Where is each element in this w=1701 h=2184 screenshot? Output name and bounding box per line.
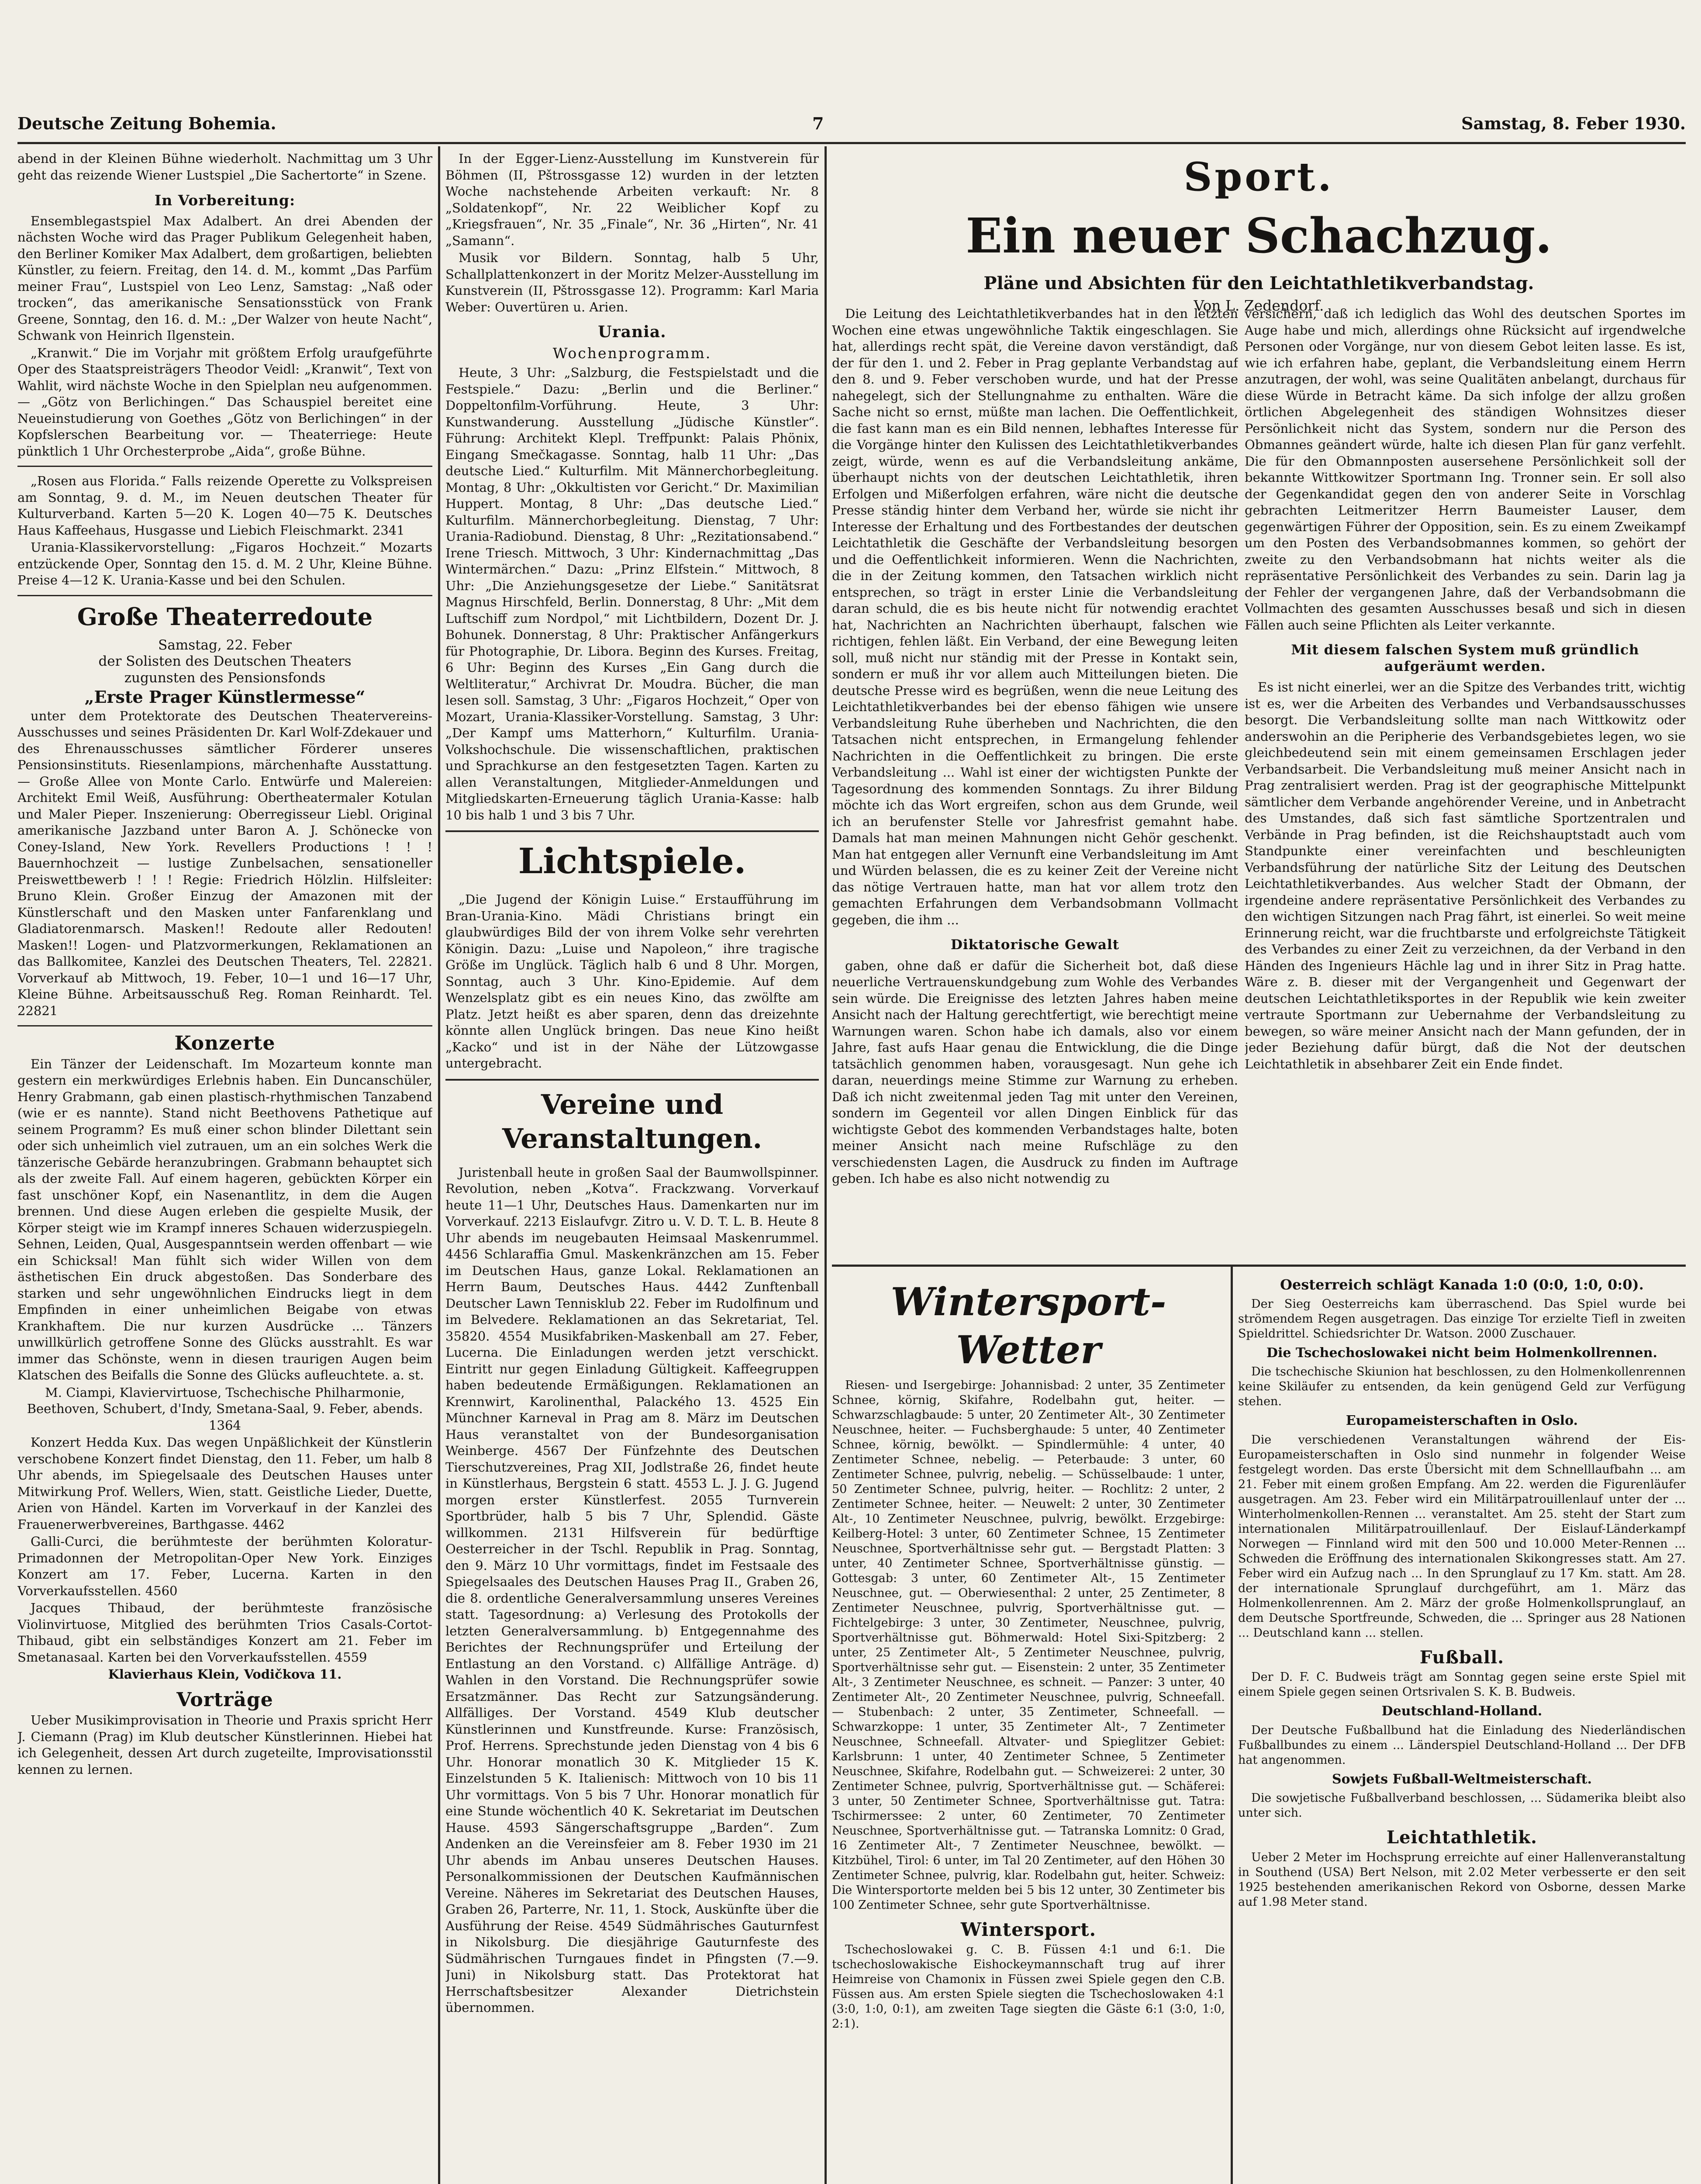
holmenkollen-heading: Die Tschechoslowakei nicht beim Holmenkollrennen.: [1266, 1345, 1657, 1361]
urania-program: Heute, 3 Uhr: „Salzburg, die Festspielstadt und die Festspiele.“ Dazu: „Berlin und die Berliner.“ Doppeltonfilm-Vorführung. Heute, 3 Uhr: Kunstwanderung. Ausstellung „Jüdische Künstler“. Führung: Architekt Klepl. Treffpunkt: Palais Phönix, Eingang Smečkagasse. Sonntag, halb 11 Uhr: „Das deutsche Lied.“ Kulturfilm. Mit Männerchorbegleitung. Montag, 8 Uhr: „Okkultisten vor Gericht.“ Dr. Maximilian Huppert. Montag, 8 Uhr: „Das deutsche Lied.“ Kulturfilm. Männerchorbegleitung. Dienstag, 7 Uhr: Urania-Radiobund. Dienstag, 8 Uhr: „Rezitationsabend.“ Irene Triesch. Mittwoch, 3 Uhr: Kindernachmittag „Das Wintermärchen.“ Dazu: „Prinz Elfstein.“ Mittwoch, 8 Uhr: „Die Anziehungsgesetze der Liebe.“ Sanitätsrat Magnus Hirschfeld, Berlin. Donnerstag, 8 Uhr: „Mit dem Luftschiff zum Nordpol,“ mit Lichtbildern, Dozent Dr. J. Bohunek. Donnerstag, 8 Uhr: Praktischer Anfängerkurs für Photographie, Dr. Libora. Beginn des Kurses. Freitag, 6 Uhr: Beginn des Kurses „Ein Gang durch die Weltliteratur,“ Archivrat Dr. Moudra. Bücher, die man lesen soll. Samstag, 3 Uhr: „Figaros Hochzeit,“ Oper von Mozart, Urania-Klassiker-Vorstellung. Samstag, 3 Uhr: „Der Kampf ums Matterhorn,“ Kulturfilm. Urania-Volkshochschule. Die wissenschaftlichen, praktischen und Sprachkurse an den festgesetzten Tagen. Karten zu allen Veranstaltungen, Mitglieder-Anmeldungen und Mitgliedskarten-Erneuerung täglich Urania-Kasse: halb 10 bis halb 1 und 3 bis 7 Uhr.: [445, 365, 819, 822]
lichtspiele-paragraph: „Die Jugend der Königin Luise.“ Erstaufführung im Bran-Urania-Kino. Mädi Christians bringt ein glaubwürdiges Bild der von ihrem Volke sehr verehrten Königin. Dazu: „Luise und Napoleon,“ ihre tragische Größe im Unglück. Täglich halb 6 und 8 Uhr. Morgen, Sonntag, auch 3 Uhr. Kino-Epidemie. Auf dem Wenzelsplatz gibt es ein neues Kino, das zwölfte am Platz. Jetzt heißt es aber sparen, denn das dreizehnte könnte allen Unglück bringen. Das neue Kino heißt „Kacko“ und ist in der Nähe der Lützowgasse untergebracht.: [445, 892, 819, 1071]
musik-paragraph: Musik vor Bildern. Sonntag, halb 5 Uhr, Schallplattenkonzert in der Moritz Melzer-Ausstellung im Kunstverein (II, Pštrossgasse 12). Programm: Karl Maria Weber: Ouvertüren u. Arien.: [445, 250, 819, 314]
redoute-title: Große Theaterredoute: [77, 602, 373, 631]
sport-author: Von L. Zedendorf.: [1194, 297, 1324, 314]
diktat-paragraph: gaben, ohne daß er dafür die Sicherheit bot, daß diese neuerliche Vertrauenskundgebung zum Wohle des Verbandes sein würde. Die Ereignisse des letzten Jahres haben meine Ansicht nach der Haltung gerechtfertigt, wie berechtigt meine Warnungen waren. Schon habe ich damals, also vor einem Jahre, fast aufs Haar genau die Entwicklung, die die Dinge tatsächlich genommen haben, vorausgesagt. Nun gehe ich daran, neuerdings meine Stimme zur Warnung zu erheben. Daß ich nicht zweitenmal jeden Tag mit unter den Vereinen, sondern im Gegenteil vor allen Dingen Einblick für das wichtigste Gebot des kommenden Verbandstages halte, boten meiner Ansicht nach meine Rufschläge zu den verschiedensten Lagen, die Ausdruck zu finden im Auftrage geben. Ich habe es also nicht notwendig zu: [832, 958, 1238, 1186]
galli-curci-paragraph: Galli-Curci, die berühmteste der berühmten Koloratur-Primadonnen der Metropolitan-Oper New York. Einziges Konzert am 17. Feber, Lucerna. Karten in den Vorverkaufsstellen. 4560: [17, 1534, 432, 1598]
divider: [445, 1079, 819, 1081]
thibaud-paragraph: Jacques Thibaud, der berühmteste französische Violinvirtuose, Mitglied des berühmten Trios Casals-Cortot-Thibaud, gibt ein selbständiges Konzert am 21. Feber im Smetanasaal. Karten bei den Vorverkaufsstellen. 4559: [17, 1600, 432, 1665]
column-2: [445, 151, 819, 2184]
divider: [445, 830, 819, 832]
vorbereitung-heading: In Vorbereitung:: [154, 192, 296, 209]
page-number: 7: [812, 114, 824, 133]
kranwit-paragraph: „Kranwit.“ Die im Vorjahr mit größtem Erfolg uraufgeführte Oper des Staatspreisträgers Theodor Veidl: „Kranwit“, Text von Wahlit, wird nächste Woche in den Spielplan neu aufgenommen. — „Götz von Berlichingen.“ Das Schauspiel bereitet eine Neueinstudierung von Goethes „Götz von Berlichingen“ in der Kopfslerschen Bearbeitung vor. — Theaterriege: Heute pünktlich 1 Uhr Orchesterprobe „Aida“, große Bühne.: [17, 345, 432, 459]
sport-left-paragraph: Die Leitung des Leichtathletikverbandes hat in den letzten Wochen eine etwas ungewöhnliche Taktik eingeschlagen. Sie hat, allerdings recht spät, die Vereine davon verständigt, daß der für den 1. und 2. Feber in Prag geplante Verbandstag auf den 8. und 9. Feber verschoben wurde, und hat der Presse nahegelegt, sich der Stellungnahme zu enthalten. Wäre die Sache nicht so ernst, müßte man lachen. Die Oeffentlichkeit, die fast kann man es ein Bild nennen, lebhaftes Interesse für die Vorgänge hinter den Kulissen des Leichtathletikverbandes zeigt, würde, wenn es auf die Verbandsleitung ankäme, überhaupt nichts von der deutschen Leichtathletik, ihren Erfolgen und Mißerfolgen erfahren, wäre nicht die deutsche Presse ständig hinter dem Verband her, würde sie nicht ihr Interesse der Erhaltung und des Fortbestandes der deutschen Leichtathletik die Geschäfte der Verbandsleitung besorgen und die Oeffentlichkeit informieren. Wenn die Nachrichten, die in der Zeitung kommen, den Tatsachen wirklich nicht entsprechen, so trägt in erster Linie die Verbandsleitung daran schuld, die es bis heute nicht für notwendig erachtet hat, Nachrichten an Nachrichten überhaupt, falschen wie richtigen, fehlen läßt. Ein Verband, der eine Bewegung leiten soll, muß nicht nur ständig mit der Presse in Kontakt sein, sondern er muß ihr vor allem auch Mitteilungen bieten. Die deutsche Presse wird es begrüßen, wenn die neue Leitung des Leichtathletikverbandes bei der ebenso fähigen wie unsere Verbandsleitung Ruhe überheben und Nachrichten, die den Tatsachen nicht entsprechen, in Ermangelung fehlender Nachrichten in die Oeffentlichkeit zu bringen. Die erste Verbandsleitung ... Wahl ist einer der wichtigsten Punkte der Tagesordnung des kommenden Sonntags. Zu ihrer Bildung möchte ich das Wort ergreifen, schon aus dem Grunde, weil ich an berufenster Stelle vor Jahresfrist gemahnt habe. Damals hat man meinen Mahnungen nicht Gehör geschenkt. Man hat entgegen aller Vernunft eine Verbandsleitung im Amt und Würden belassen, die es zu keiner Zeit der Vereine nicht das nötige Vertrauen hatte, man hat vor allem trotz den gemachten Erfahrungen dem Verbandsobmann Vollmacht gegeben, die ihm ...: [832, 306, 1238, 927]
issue-date: Samstag, 8. Feber 1930.: [1461, 114, 1686, 133]
lichtspiele-title: Lichtspiele.: [518, 840, 746, 881]
vortraege-paragraph: Ueber Musikimprovisation in Theorie und Praxis spricht Herr J. Ciemann (Prag) im Klub deutscher Künstlerinnen. Hiebei hat ich Gelegenheit, dessen Art durch zugeteilte, Improvisationsstil kennen zu lernen.: [17, 1713, 432, 1777]
oesterreich-kanada-heading: Oesterreich schlägt Kanada 1:0 (0:0, 1:0, 0:0).: [1280, 1276, 1644, 1293]
winter-weather-report: Riesen- und Isergebirge: Johannisbad: 2 unter, 35 Zentimeter Schnee, körnig, Skifahre, Rodelbahn gut, heiter. — Schwarzschlagbaude: 5 unter, 20 Zentimeter Alt-, 30 Zentimeter Neuschnee, heiter. — Fuchsberghaude: 5 unter, 40 Zentimeter Schnee, körnig, bewölkt. — Spindlermühle: 4 unter, 40 Zentimeter Schnee, nebelig. — Peterbaude: 3 unter, 60 Zentimeter Schnee, pulvrig, nebelig. — Schüsselbaude: 1 unter, 50 Zentimeter Schnee, pulvrig, heiter. — Rochlitz: 2 unter, 2 Zentimeter Schnee, heiter. — Neuwelt: 2 unter, 30 Zentimeter Alt-, 10 Zentimeter Neuschnee, pulvrig, bewölkt. Erzgebirge: Keilberg-Hotel: 3 unter, 60 Zentimeter Schnee, 15 Zentimeter Neuschnee, Sportverhältnisse sehr gut. — Bergstadt Platten: 3 unter, 40 Zentimeter Schnee, Sportverhältnisse günstig. — Gottesgab: 3 unter, 60 Zentimeter Alt-, 15 Zentimeter Neuschnee, gut. — Oberwiesenthal: 2 unter, 25 Zentimeter, 8 Zentimeter Neuschnee, pulvrig, Sportverhältnisse gut. — Fichtelgebirge: 3 unter, 30 Zentimeter, Neuschnee, pulvrig, Sportverhältnisse gut. Böhmerwald: Hotel Sixi-Spitzberg: 2 unter, 25 Zentimeter Alt-, 5 Zentimeter Neuschnee, pulvrig, Sportverhältnisse sehr gut. — Eisenstein: 2 unter, 35 Zentimeter Alt-, 3 Zentimeter Neuschnee, es schneit. — Panzer: 3 unter, 40 Zentimeter Alt-, 20 Zentimeter Neuschnee, pulvrig, Schneefall. — Stubenbach: 2 unter, 35 Zentimeter, Schneefall. — Schwarzkoppe: 1 unter, 35 Zentimeter Alt-, 7 Zentimeter Neuschnee, Schneefall. Altvater- und Spieglitzer Gebiet: Karlsbrunn: 1 unter, 40 Zentimeter Schnee, 5 Zentimeter Neuschnee, Skifahre, Rodelbahn gut. — Schweizerei: 2 unter, 30 Zentimeter Schnee, pulvrig, Sportverhältnisse gut. — Schäferei: 3 unter, 50 Zentimeter Schnee, Sportverhältnisse gut. Tatra: Tschirmerssee: 2 unter, 60 Zentimeter, 70 Zentimeter Neuschnee, Sportverhältnisse gut. — Tatranska Lomnitz: 0 Grad, 16 Zentimeter Alt-, 7 Zentimeter Neuschnee, bewölkt. — Kitzbühel, Tirol: 6 unter, im Tal 20 Zentimeter, auf den Höhen 30 Zentimeter Schnee, pulvrig, klar. Rodelbahn gut, heiter. Schweiz: Die Wintersportorte melden bei 5 bis 12 unter, 30 Zentimeter bis 100 Zentimeter Schnee, sehr gute Sportverhältnisse.: [832, 1379, 1225, 1912]
oslo-paragraph: Die verschiedenen Veranstaltungen während der Eis-Europameisterschaften in Oslo sind nunmehr in folgender Weise festgelegt worden. Das erste Übersicht mit dem Schnelllaufbahn ... am 21. Feber mit einem großen Empfang. Am 22. werden die Figurenläufer ausgetragen. Am 23. Feber wird ein Militärpatrouillenlauf unter der ... Winterholmenkollen-Rennen ... veranstaltet. Am 25. steht der Start zum internationalen Militärpatrouillenlauf. Der Eislauf-Länderkampf Norwegen — Finnland wird mit den 500 und 10.000 Meter-Rennen ... Schweden die Eröffnung des internationalen Skikongresses statt. Am 27. Feber wird ein Aufzug nach ... In den Sprunglauf zu 17 Km. statt. Am 28. der internationale Sprunglauf durchgeführt, am 1. März das Holmenkollenrennen. Am 2. März der große Holmenkollsprunglauf, an dem Deutsche Sportfreunde, Schweden, die ... Springer aus 28 Nationen ... Deutschland kann ... stellen.: [1238, 1433, 1686, 1640]
sport-heading: Sport.: [1183, 154, 1334, 200]
redoute-paragraph: unter dem Protektorate des Deutschen Theatervereins-Ausschusses und seines Präsidenten Dr. Karl Wolf-Zdekauer und des Ehrenausschusses sämtlicher Förderer unseres Pensionsinstituts. Riesenlampions, märchenhafte Ausstattung. — Große Allee von Monte Carlo. Entwürfe und Malereien: Architekt Emil Weiß, Ausführung: Obertheatermaler Kotulan und Maler Pieper. Inszenierung: Oberregisseur Liebl. Original amerikanische Jazzband unter Baron A. J. Schönecke von Coney-Island, New York. Revellers Productions ! ! ! Bauernhochzeit — lustige Zunbelsachen, sensationeller Preiswettbewerb ! ! ! Regie: Friedrich Hölzlin. Hilfsleiter: Bruno Klein. Großer Einzug der Amazonen mit der Künstlerschaft und den Masken unter Fanfarenklang und Gladiatorenmarsch. Masken!! Redoute aller Redouten! Masken!! Logen- und Platzvormerkungen, Reklamationen an das Ballkomitee, Kanzlei des Deutschen Theaters, Tel. 22821. Vorverkauf ab Mittwoch, 19. Feber, 10—1 und 16—17 Uhr, Kleine Bühne. Arbeitsausschuß Reg. Roman Reinhardt. Tel. 22821: [17, 708, 432, 1018]
ciampi-notice: M. Ciampi, Klaviervirtuose, Tschechische Philharmonie, Beethoven, Schubert, d'Indy, Smetana-Saal, 9. Feber, abends. 1364: [27, 1385, 423, 1433]
konzerte-paragraph: Ein Tänzer der Leidenschaft. Im Mozarteum konnte man gestern ein merkwürdiges Erlebnis haben. Ein Duncanschüler, Henry Grabmann, gab einen plastisch-rhythmischen Tanzabend (wie er es nannte). Stand nicht Beethovens Pathetique auf seinem Programm? Es muß einer schon blinder Dilettant sein oder sich unheimlich viel zutrauen, um an ein solches Werk die tänzerische Gebärde heranzubringen. Grabmann behauptet sich als der zweite Fall. Auf einem hageren, gebückten Körper ein fast unschöner Kopf, ein Nasenantlitz, in dem die Augen brennen. Und diese Augen erleben die gespielte Musik, der Körper steigt wie im Krampf inneres Schauen widerzuspiegeln. Sehnen, Leiden, Qual, Ausgespanntsein werden offenbart — wie ein Schicksal! Man fühlt sich wider Willen von dem ästhetischen Ein druck abgestoßen. Das Sonderbare des starken und sehr ungewöhnlichen Eindrucks liegt in dem Empfinden in einer unheimlichen Beigabe von etwas Krankhaftem. Die nur kurzen Ausdrücke ... Tänzers unwillkürlich getroffene Sonne des Glücks ausstrahlt. Es war immer das Schönste, wenn in diesen traurigen Augen beim Klatschen des Beifalls die Sonne des Glücks aufleuchtete. a. st.: [17, 1056, 432, 1382]
divider: [17, 1025, 432, 1026]
sport-subtitle: Pläne und Absichten für den Leichtathletikverbandstag.: [983, 273, 1534, 294]
paper-name: Deutsche Zeitung Bohemia.: [17, 114, 276, 133]
redoute-motto: „Erste Prager Künstlermesse“: [84, 687, 366, 707]
rosen-paragraph: „Rosen aus Florida.“ Falls reizende Operette zu Volkspreisen am Sonntag, 9. d. M., im Neuen deutschen Theater für Kulturverband. Karten 5—20 K. Logen 40—75 K. Deutsches Haus Kaffeehaus, Husgasse und Liebich Fleischmarkt. 2341: [17, 473, 432, 538]
urania-klassiker-paragraph: Urania-Klassikervorstellung: „Figaros Hochzeit.“ Mozarts entzückende Oper, Sonntag den 15. d. M. 2 Uhr, Kleine Bühne. Preise 4—12 K. Urania-Kasse und bei den Schulen.: [17, 540, 432, 587]
sport-divider: [832, 1265, 1686, 1267]
deutschland-holland-heading: Deutschland-Holland.: [1381, 1704, 1542, 1719]
leichtathletik-paragraph: Ueber 2 Meter im Hochsprung erreichte auf einer Hallenveranstaltung in Southend (USA) Bert Nelson, mit 2.02 Meter verbesserte er den seit 1925 bestehenden amerikanischen Rekord von Osborne, dessen Marke auf 1.98 Meter stand.: [1238, 1850, 1686, 1909]
deutschland-holland-paragraph: Der Deutsche Fußballbund hat die Einladung des Niederländischen Fußballbundes zu einem ... Länderspiel Deutschland-Holland ... Der DFB hat angenommen.: [1238, 1723, 1686, 1767]
leichtathletik-heading: Leichtathletik.: [1386, 1827, 1538, 1848]
klavierhaus-notice: Klavierhaus Klein, Vodičkova 11.: [108, 1667, 342, 1682]
column-rule-2: [825, 146, 827, 2184]
falsch-heading: Mit diesem falschen System muß gründlich aufgeräumt werden.: [1291, 642, 1639, 674]
sport-main-title: Ein neuer Schachzug.: [966, 207, 1552, 264]
hedda-kux-paragraph: Konzert Hedda Kux. Das wegen Unpäßlichkeit der Künstlerin verschobene Konzert findet Dienstag, den 11. Feber, um halb 8 Uhr abends, im Spiegelsaale des Deutschen Hauses unter Mitwirkung Prof. Wellers, Wien, statt. Geistliche Lieder, Duette, Arien von Händel. Karten im Vorverkauf in der Kanzlei des Frauenerwerbvereines, Barthgasse. 4462: [17, 1435, 432, 1532]
fussball-paragraph: Der D. F. C. Budweis trägt am Sonntag gegen seine erste Spiel mit einem Spiele gegen seinen Ortsrivalen S. K. B. Budweis.: [1238, 1670, 1686, 1699]
urania-heading: Urania.: [598, 323, 666, 341]
vereine-title: Vereine und Veranstaltungen.: [502, 1088, 763, 1154]
header-rule: [17, 142, 1686, 144]
vereine-paragraph: Juristenball heute in großen Saal der Baumwollspinner. Revolution, neben „Kotva“. Frackzwang. Vorverkauf heute 11—1 Uhr, Deutsches Haus. Damenkarten nur im Vorverkauf. 2213 Eislaufvgr. Zitro u. V. D. T. L. B. Heute 8 Uhr abends im neugebauten Heimsaal Maskenrummel. 4456 Schlaraffia Gmul. Maskenkränzchen am 15. Feber im Deutschen Haus, ganze Lokal. Reklamationen an Herrn Baum, Deutsches Haus. 4442 Zunftenball Deutscher Lawn Tennisklub 22. Feber im Rudolfinum und im Belvedere. Reklamationen an das Sekretariat, Tel. 35820. 4554 Musikfabriken-Maskenball am 27. Feber, Lucerna. Die Einladungen werden jetzt verschickt. Eintritt nur gegen Einladung Gültigkeit. Kaffeegruppen haben bedeutende Ermäßigungen. Reklamationen an Krennwirt, Karolinenthal, Palackého 13. 4525 Ein Münchner Karneval in Prag am 8. März im Deutschen Haus veranstaltet von der Bundesorganisation Weinberge. 4567 Der Fünfzehnte des Deutschen Tierschutzvereines, Prag XII, Jodlstraße 26, findet heute in Künstlerhaus, Bergstein 6 statt. 4553 L. J. J. G. Jugend morgen erster Künstlerfest. 2055 Turnverein Sportbrüder, halb 5 bis 7 Uhr, Splendid. Gäste willkommen. 2131 Hilfsverein für bedürftige Oesterreicher in der Tschl. Republik in Prag. Sonntag, den 9. März 10 Uhr vormittags, findet im Festsaale des Spiegelsaales des Deutschen Hauses Prag II., Graben 26, die 8. ordentliche Generalversammlung unseres Vereines statt. Tagesordnung: a) Verlesung des Protokolls der letzten Generalversammlung. b) Entgegennahme des Berichtes der Rechnungsprüfer und Erteilung der Entlastung an den Vorstand. c) Allfällige Anträge. d) Wahlen in den Vorstand. Die Rechnungsprüfer sowie Ersatzmänner. Das Recht zur Satzungsänderung. Allfälliges. Der Vorstand. 4549 Klub deutscher Künstlerinnen und Kunstfreunde. Kurse: Französisch, Prof. Herrens. Sprechstunde jeden Dienstag von 4 bis 6 Uhr. Honorar monatlich 30 K. Mitglieder 15 K. Einzelstunden 5 K. Italienisch: Mittwoch von 10 bis 11 Uhr vormittags. Von 5 bis 7 Uhr. Honorar monatlich für eine Stunde wöchentlich 40 K. Sekretariat im Deutschen Hause. 4593 Sängerschaftsgruppe „Barden“. Zum Andenken an die Vereinsfeier am 8. Feber 1930 im 21 Uhr abends im Anbau unseres Deutschen Hauses. Personalkommissionen der Deutschen Kaufmännischen Vereine. Näheres im Sekretariat des Deutschen Hauses, Graben 26, Parterre, Nr. 11, 1. Stock, Auskünfte über die Ausführung der Reise. 4549 Südmährisches Gauturnfest in Nikolsburg. Die diesjährige Gauturnfeste des Südmährischen Turngaues findet in Pfingsten (7.—9. Juni) in Nikolsburg statt. Das Protektorat hat Herrschaftsbesitzer Alexander Dietrichstein übernommen.: [445, 1165, 819, 2015]
sport-left-column: [832, 306, 1238, 1258]
sport-right-paragraph: versichern, daß ich lediglich das Wohl des deutschen Sportes im Auge habe und mich, allerdings ohne Rücksicht auf irgendwelche Personen oder Vorgänge, nur von diesem Gebot leiten lasse. Es ist, wie ich erfahren habe, geplant, die Verbandsleitung einem Herrn anzutragen, der wohl, was seine Qualitäten anbelangt, durchaus für diese Würde in Betracht käme. Da sich infolge der allzu großen örtlichen Abgelegenheit des ständigen Wohnsitzes dieser Persönlichkeit nicht das System, sondern nur die Person des Obmannes geändert würde, halte ich diesen Plan für ganz verfehlt. Die für den Obmannposten ausersehene Persönlichkeit soll der bekannte Wittkowitzer Sportmann Ing. Tronner sein. Er soll also der Gegenkandidat gegen den von anderer Seite in Vorschlag gebrachten Leitmeritzer Herrn Baumeister Lauser, dem gegenwärtigen Führer der Opposition, sein. Es zu einem Zweikampf um den Posten des Verbandsobmannes kommen, so gehört der zweite zu den Verbandsobmann hat nichts weiter als die repräsentative Persönlichkeit des Verbandes zu sein. Darin lag ja der Fehler der vergangenen Jahre, daß der Verbandsobmann die Vollmachten des gesamten Ausschusses besaß und sich in diesen Fällen auch seine Pflichten als Leiter verkannte.: [1245, 306, 1686, 632]
weltmeisterschaft-paragraph: Die sowjetische Fußballverband beschlossen, ... Südamerika bleibt also unter sich.: [1238, 1791, 1686, 1820]
winter-weather-title: Wintersport-Wetter: [890, 1279, 1166, 1372]
divider: [17, 595, 432, 596]
oesterreich-kanada-paragraph: Der Sieg Oesterreichs kam überraschend. Das Spiel wurde bei strömendem Regen ausgetragen. Das einzige Tor erzielte Tiefl in zweiten Spieldrittel. Schiedsrichter Dr. Watson. 2000 Zuschauer.: [1238, 1297, 1686, 1341]
divider: [17, 466, 432, 467]
vortraege-heading: Vorträge: [176, 1688, 273, 1711]
urania-subheading: Wochenprogramm.: [552, 344, 712, 362]
weltmeisterschaft-heading: Sowjets Fußball-Weltmeisterschaft.: [1332, 1771, 1592, 1787]
egger-lienz-paragraph: In der Egger-Lienz-Ausstellung im Kunstverein für Böhmen (II, Pštrossgasse 12) wurden in der letzten Woche nachstehende Arbeiten verkauft: Nr. 8 „Soldatenkopf“, Nr. 22 Weiblicher Kopf zu „Kriegsfrauen“, Nr. 35 „Finale“, Nr. 36 „Hirten“, Nr. 41 „Samann“.: [445, 151, 819, 248]
diktat-heading: Diktatorische Gewalt: [950, 937, 1120, 953]
column-rule-3: [1231, 1267, 1233, 2184]
redoute-line: Samstag, 22. Feber: [158, 637, 292, 653]
wintersport-heading: Wintersport.: [960, 1919, 1097, 1940]
falsch-paragraph: Es ist nicht einerlei, wer an die Spitze des Verbandes tritt, wichtig ist es, wer die Arbeiten des Verbandes und Verbandsausschusses besorgt. Die Verbandsleitung sollte man nach Wittkowitz oder anderswohin an die Peripherie des Verbandsgebietes legen, wo sie gleichbedeutend sein mit einem gemeinsamen Erschlagen jeder Verbandsarbeit. Die Verbandsleitung muß meiner Ansicht nach in Prag zentralisiert werden. Prag ist der geographische Mittelpunkt sämtlicher dem Verbande angehörender Vereine, und in Anbetracht des Umstandes, daß sich fast sämtliche Sportzentralen und Verbände in Prag befinden, ist die Reichshauptstadt auch vom Standpunkte einer vereinfachten und beschleunigten Verbandsführung der natürliche Sitz der Leitung des Deutschen Leichtathletikverbandes. Aus welcher Stadt der Obmann, der irgendeine andere repräsentative Persönlichkeit des Verbandes zu den wichtigen Sitzungen nach Prag fährt, ist einerlei. So weit meine Erinnerung reicht, war die fruchtbarste und erfolgreichste Tätigkeit des Verbandes zu einer Zeit zu verzeichnen, da der Verband in den Händen des Ingenieurs Hächle lag und in ihrer Sitz in Prag hatte. Wäre z. B. dieser mit der Vergangenheit und Gegenwart der deutschen Leichtathletiksportes in der Republik wie kein zweiter vertraute Sportmann zur Uebernahme der Verbandsleitung zu bewegen, so wäre meiner Ansicht nach der Mann gefunden, der in jeder Beziehung dafür bürgt, daß die Not der deutschen Leichtathletik in absehbarer Zeit ein Ende findet.: [1245, 680, 1686, 1071]
oslo-heading: Europameisterschaften in Oslo.: [1346, 1413, 1578, 1428]
redoute-line: der Solisten des Deutschen Theaters: [98, 653, 352, 669]
vorbereitung-paragraph: Ensemblegastspiel Max Adalbert. An drei Abenden der nächsten Woche wird das Prager Publikum Gelegenheit haben, den Berliner Komiker Max Adalbert, dem großartigen, beliebten Künstler, zu feiern. Freitag, den 14. d. M., kommt „Das Parfüm meiner Frau“, Lustspiel von Leo Lenz, Samstag: „Naß oder trocken“, das amerikanische Sensationsstück von Frank Greene, Sonntag, den 16. d. M.: „Der Walzer von heute Nacht“, Schwank von Heinrich Ilgenstein.: [17, 213, 432, 343]
intro-paragraph: abend in der Kleinen Bühne wiederholt. Nachmittag um 3 Uhr geht das reizende Wiener Lustspiel „Die Sachertorte“ in Szene.: [17, 151, 432, 183]
redoute-line: zugunsten des Pensionsfonds: [124, 670, 326, 686]
sport-news-column: [1238, 1273, 1686, 2184]
fussball-heading: Fußball.: [1419, 1647, 1504, 1668]
column-1: [17, 151, 432, 2184]
sport-right-column: [1245, 306, 1686, 1258]
holmenkollen-paragraph: Die tschechische Skiunion hat beschlossen, zu den Holmenkollenrennen keine Skiläufer zu entsenden, da kein genügend Geld zur Verfügung stehen.: [1238, 1365, 1686, 1408]
winter-column: [832, 1273, 1225, 2184]
wintersport-paragraph: Tschechoslowakei g. C. B. Füssen 4:1 und 6:1. Die tschechoslowakische Eishockeymannschaft trug auf ihrer Heimreise von Chamonix in Füssen zwei Spiele gegen den C.B. Füssen aus. Am ersten Spiele siegten die Tschechoslowaken 4:1 (3:0, 1:0, 0:1), am zweiten Tage siegten die Gäste 6:1 (3:0, 1:0, 2:1).: [832, 1942, 1225, 2031]
column-rule-1: [438, 146, 440, 2184]
konzerte-heading: Konzerte: [174, 1032, 276, 1054]
